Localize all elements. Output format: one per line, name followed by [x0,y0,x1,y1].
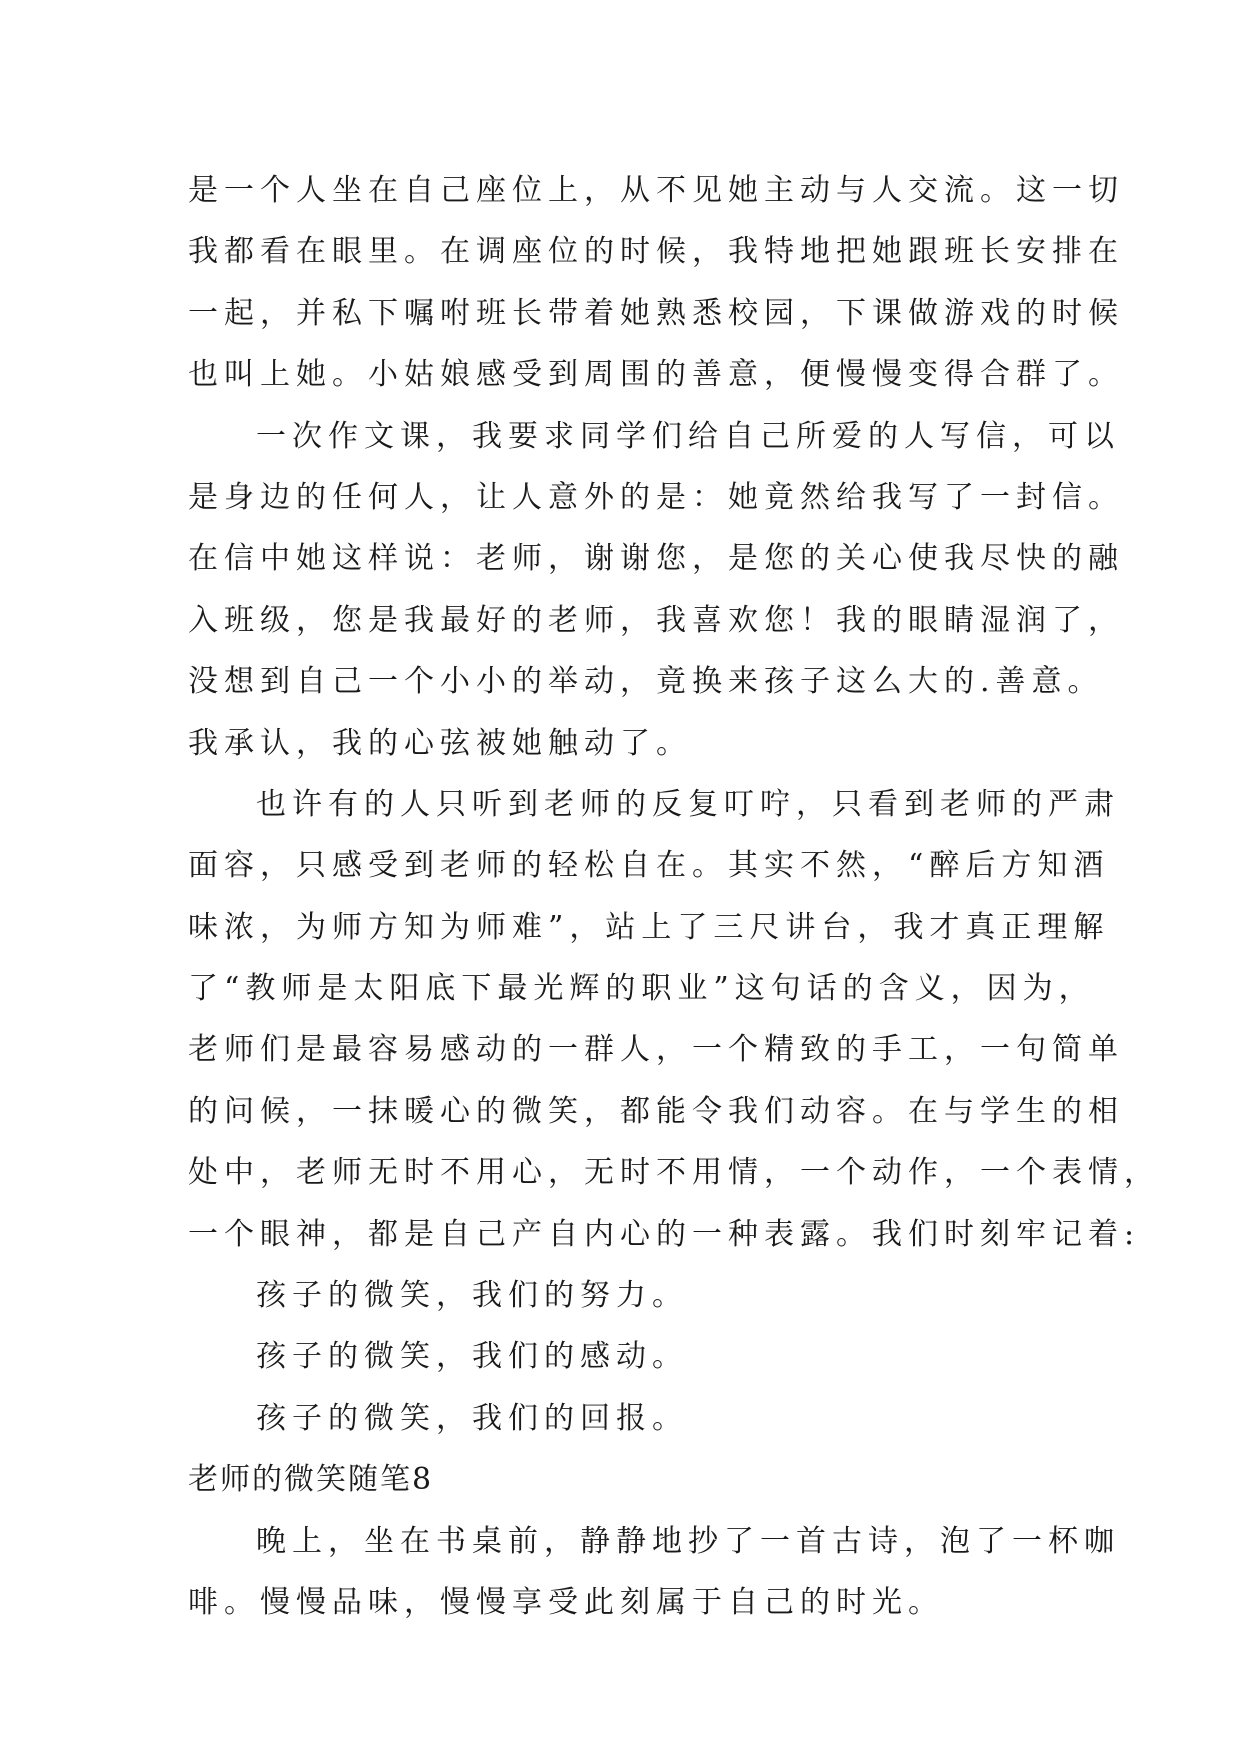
text-line: 是一个人坐在自己座位上，从不见她主动与人交流。这一切 [188,173,1124,208]
text-line: 了“教师是太阳底下最光辉的职业”这句话的含义，因为， [188,971,1095,1007]
paragraph [188,160,1124,406]
paragraph [188,1511,1120,1634]
section-heading: 老师的微笑随笔8 [188,1462,434,1498]
text-line: 我都看在眼里。在调座位的时候，我特地把她跟班长安排在 [188,234,1124,270]
text-line: 也许有的人只听到老师的反复叮咛，只看到老师的严肃 [256,786,1120,822]
verse-line: 孩子的微笑，我们的感动。 [256,1339,688,1375]
verse-line: 孩子的微笑，我们的回报。 [256,1400,688,1436]
text-line: 一个眼神，都是自己产自内心的一种表露。我们时刻牢记着: [188,1216,1141,1252]
document-body [188,160,1160,1633]
text-line: 的问候，一抹暖心的微笑，都能令我们动容。在与学生的相 [188,1093,1124,1129]
text-line: 没想到自己一个小小的举动，竟换来孩子这么大的.善意。 [188,664,1104,700]
text-line: 在信中她这样说：老师，谢谢您，是您的关心使我尽快的融 [188,541,1124,577]
text-line: 一起，并私下嘱咐班长带着她熟悉校园，下课做游戏的时候 [188,295,1124,331]
text-line: 晚上，坐在书桌前，静静地抄了一首古诗，泡了一杯咖 [256,1523,1120,1559]
text-line: 入班级，您是我最好的老师，我喜欢您！我的眼睛湿润了， [188,602,1124,638]
text-line: 是身边的任何人，让人意外的是：她竟然给我写了一封信。 [188,479,1124,515]
text-line: 也叫上她。小姑娘感受到周围的善意，便慢慢变得合群了。 [188,357,1124,393]
paragraph [188,774,1160,1265]
text-line: 味浓，为师方知为师难”，站上了三尺讲台，我才真正理解 [188,909,1110,945]
paragraph [188,406,1124,774]
text-line: 一次作文课，我要求同学们给自己所爱的人写信，可以 [256,418,1120,454]
text-line: 啡。慢慢品味，慢慢享受此刻属于自己的时光。 [188,1584,944,1620]
text-line: 处中，老师无时不用心，无时不用情，一个动作，一个表情， [188,1155,1160,1191]
text-line: 面容，只感受到老师的轻松自在。其实不然，“醉后方知酒 [188,848,1110,884]
text-line: 我承认，我的心弦被她触动了。 [188,725,692,761]
text-line: 老师们是最容易感动的一群人，一个精致的手工，一句简单 [188,1032,1124,1068]
verse-line: 孩子的微笑，我们的努力。 [256,1278,688,1314]
verse-block [188,1265,1068,1449]
